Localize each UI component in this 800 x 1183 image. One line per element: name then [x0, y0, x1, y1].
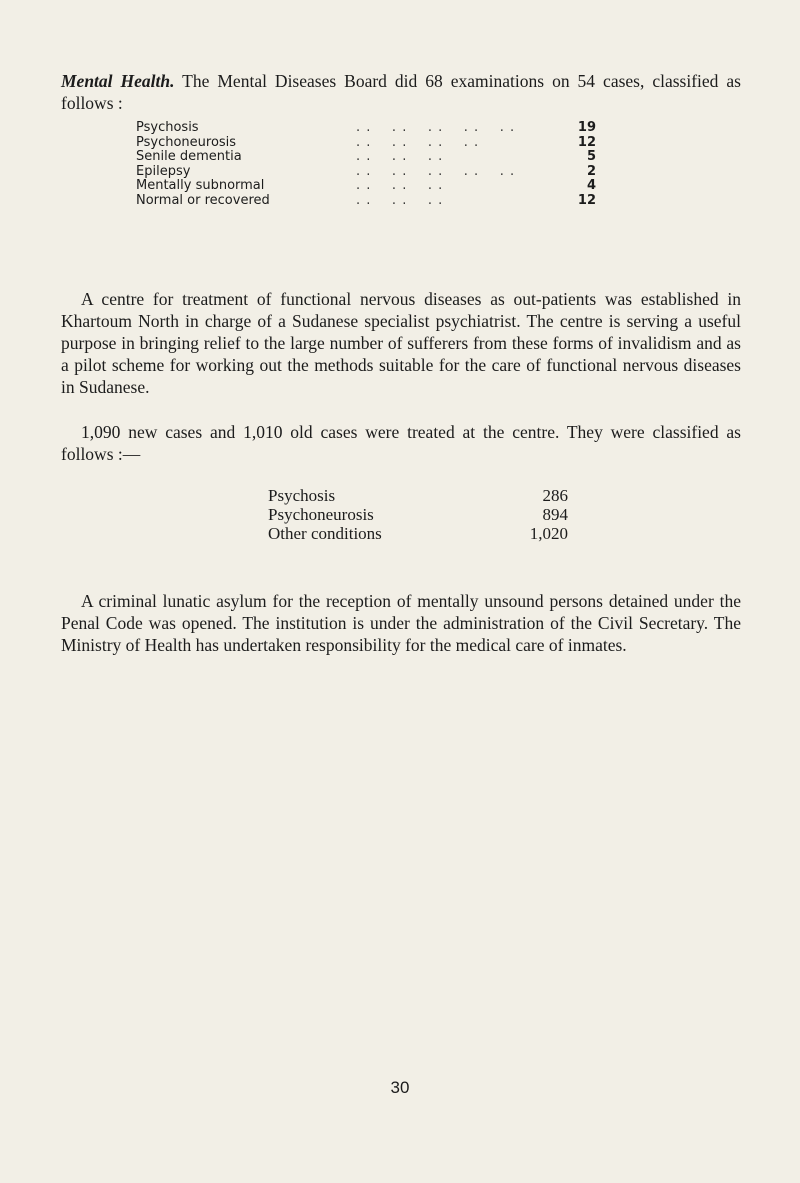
asylum-paragraph: A criminal lunatic asylum for the reception of mentally unsound persons detained under the Penal Code was opened. The institution is under the administration of the Civil Secretary. The Ministry of Health has undertaken responsibility for the medical care of inmates. — [61, 591, 741, 655]
page-number: 30 — [390, 1078, 410, 1097]
intro-text: The Mental Diseases Board did 68 examinations on 54 cases, classified as follows : — [61, 71, 741, 113]
centre-paragraph: A centre for treatment of functional nervous diseases as out-patients was established in Khartoum North in charge of a Sudanese specialist psychiatrist. The centre is serving a useful purpose in bringing relief to the large number of sufferers from these forms of invalidism and as a pilot scheme for working out the methods suitable for the care of functional nervous diseases in Sudanese. — [61, 289, 741, 397]
list-item — [268, 505, 568, 524]
list-item — [136, 165, 596, 180]
list-item-label: Epilepsy — [136, 163, 191, 179]
list-item — [136, 194, 596, 209]
list-item-value: 2 — [586, 163, 596, 179]
leader-dots: . . . . . . . . — [356, 135, 480, 150]
list-item — [136, 136, 596, 151]
list-item-value: 1,020 — [529, 524, 568, 543]
section-heading: Mental Health. — [61, 71, 175, 91]
cases-paragraph: 1,090 new cases and 1,010 old cases were treated at the centre. They were classified as follows :— — [61, 422, 741, 464]
list-item — [136, 179, 596, 194]
leader-dots: . . . . . . . . . . — [356, 121, 516, 135]
list-item-value: 4 — [586, 178, 596, 194]
list-item-value: 894 — [542, 505, 568, 524]
centre-cases-list — [268, 486, 568, 543]
leader-dots: . . . . . . . . . . — [356, 164, 516, 179]
list-item — [268, 524, 568, 543]
list-item — [136, 121, 596, 136]
list-item-label: Psychosis — [136, 120, 199, 135]
list-item-value: 12 — [577, 192, 596, 208]
intro-paragraph — [61, 70, 741, 114]
list-item-value: 19 — [577, 120, 596, 135]
list-item-label: Other conditions — [268, 524, 382, 543]
list-item — [268, 486, 568, 505]
examinations-list — [136, 121, 596, 209]
list-item-label: Normal or recovered — [136, 192, 270, 208]
list-item-value: 12 — [577, 134, 596, 150]
leader-dots: . . . . . . — [356, 179, 444, 194]
list-item — [136, 150, 596, 165]
list-item-label: Psychoneurosis — [268, 505, 374, 524]
leader-dots: . . . . . . — [356, 193, 444, 208]
list-item-label: Psychosis — [268, 486, 336, 505]
list-item-value: 286 — [542, 486, 568, 505]
list-item-value: 5 — [586, 149, 596, 165]
leader-dots: . . . . . . — [356, 150, 444, 165]
list-item-label: Mentally subnormal — [136, 178, 265, 194]
list-item-label: Psychoneurosis — [136, 134, 237, 150]
list-item-label: Senile dementia — [136, 149, 242, 165]
